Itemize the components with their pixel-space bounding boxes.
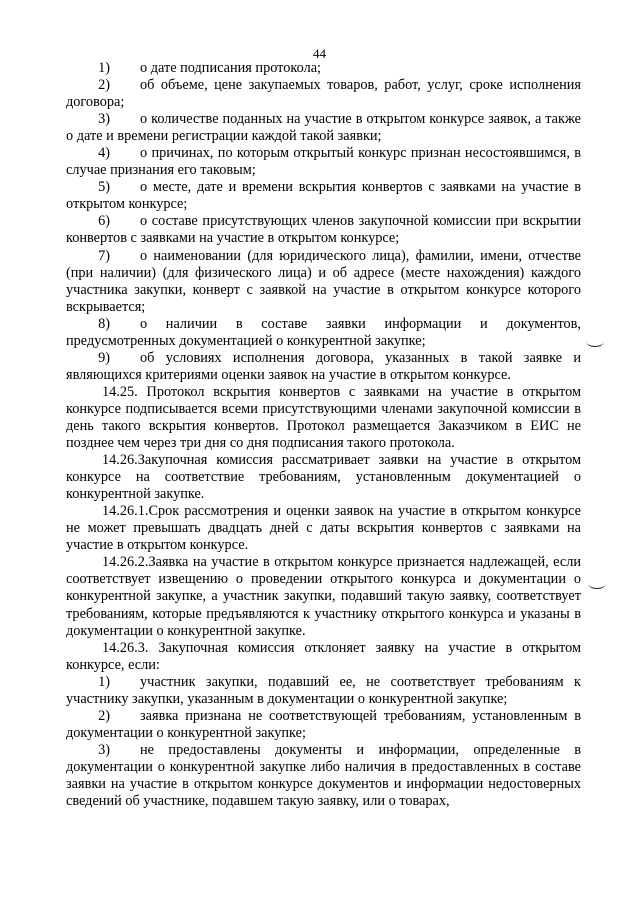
item-number: 1) bbox=[98, 60, 110, 76]
item-text: заявка признана не соответствующей требованиям, установленным в документации о конкурентной закупке; bbox=[66, 707, 581, 741]
list-item bbox=[66, 248, 581, 316]
item-number: 1) bbox=[98, 673, 110, 690]
document-body bbox=[66, 60, 581, 810]
item-text: о наличии в составе заявки информации и документов, предусмотренных документацией о конкурентной закупке; bbox=[66, 315, 581, 349]
list-item bbox=[66, 350, 581, 384]
item-text: участник закупки, подавший ее, не соответствует требованиям к участнику закупки, указанным в документации о конкурентной закупке; bbox=[66, 673, 581, 707]
paragraph-14-26: 14.26.Закупочная комиссия рассматривает заявки на участие в открытом конкурсе на соответствие требованиям, установленным документацией о конкурентной закупке. bbox=[66, 452, 581, 503]
list-item bbox=[66, 60, 581, 77]
sub-list-item bbox=[66, 674, 581, 708]
item-number: 9) bbox=[98, 349, 110, 366]
item-text: о причинах, по которым открытый конкурс признан несостоявшимся, в случае признания его таковым; bbox=[66, 145, 581, 179]
item-number: 6) bbox=[98, 213, 110, 230]
margin-pen-mark bbox=[586, 336, 604, 347]
item-number: 4) bbox=[98, 145, 110, 162]
sub-list-item bbox=[66, 708, 581, 742]
list-item bbox=[66, 145, 581, 179]
list-item bbox=[66, 213, 581, 247]
paragraph-14-25: 14.25. Протокол вскрытия конвертов с заявками на участие в открытом конкурсе подписывается всеми присутствующими членами закупочной комиссии в день такого вскрытия конвертов. Протокол размещается Заказчиком в ЕИС не позднее чем через три дня со дня подписания такого протокола. bbox=[66, 383, 581, 452]
item-text: о количестве поданных на участие в открытом конкурсе заявок, а также о дате и времени регистрации каждой такой заявки; bbox=[66, 111, 581, 145]
item-number: 2) bbox=[98, 707, 110, 724]
item-text: о наименовании (для юридического лица), фамилии, имени, отчестве (при наличии) (для физического лица) и об адресе (месте нахождения) каждого участника закупки, конверт с заявкой на участие в открытом конкурсе которого вскрывается; bbox=[66, 247, 581, 315]
list-item bbox=[66, 179, 581, 213]
item-number: 7) bbox=[98, 247, 110, 264]
margin-pen-mark bbox=[588, 578, 606, 589]
item-number: 2) bbox=[98, 77, 110, 94]
page-number: 44 bbox=[313, 46, 326, 61]
item-text: не предоставлены документы и информации, определенные в документации о конкурентной закупке либо наличия в предоставленных в составе заявки на участие в открытом конкурсе документов и информации недостоверных сведений об участнике, подавшем такую заявку, или о товарах, bbox=[66, 741, 581, 810]
item-number: 3) bbox=[98, 741, 110, 758]
item-text: об условиях исполнения договора, указанных в такой заявке и являющихся критериями оценки заявок на участие в открытом конкурсе. bbox=[66, 349, 581, 383]
paragraph-14-26-1: 14.26.1.Срок рассмотрения и оценки заявок на участие в открытом конкурсе не может превышать двадцать дней с даты вскрытия конвертов с заявками на участие в открытом конкурсе. bbox=[66, 503, 581, 554]
list-item bbox=[66, 111, 581, 145]
item-number: 5) bbox=[98, 179, 110, 196]
item-number: 3) bbox=[98, 111, 110, 128]
item-number: 8) bbox=[98, 315, 110, 332]
list-item bbox=[66, 77, 581, 111]
item-text: о месте, дате и времени вскрытия конвертов с заявками на участие в открытом конкурсе; bbox=[66, 179, 581, 213]
paragraph-14-26-3: 14.26.3. Закупочная комиссия отклоняет заявку на участие в открытом конкурсе, если: bbox=[66, 639, 581, 673]
item-text: о составе присутствующих членов закупочной комиссии при вскрытии конвертов с заявками на участие в открытом конкурсе; bbox=[66, 213, 581, 247]
item-text: о дате подписания протокола; bbox=[140, 60, 322, 76]
list-item bbox=[66, 316, 581, 350]
sub-list-item bbox=[66, 742, 581, 810]
item-text: об объеме, цене закупаемых товаров, работ, услуг, сроке исполнения договора; bbox=[66, 77, 581, 111]
paragraph-14-26-2: 14.26.2.Заявка на участие в открытом конкурсе признается надлежащей, если соответствует извещению о проведении открытого конкурса и документации о конкурентной закупке, а участник закупки, подавший такую заявку, соответствует требованиям, которые предъявляются к участнику открытого конкурса и указаны в документации о конкурентной закупке. bbox=[66, 554, 581, 639]
